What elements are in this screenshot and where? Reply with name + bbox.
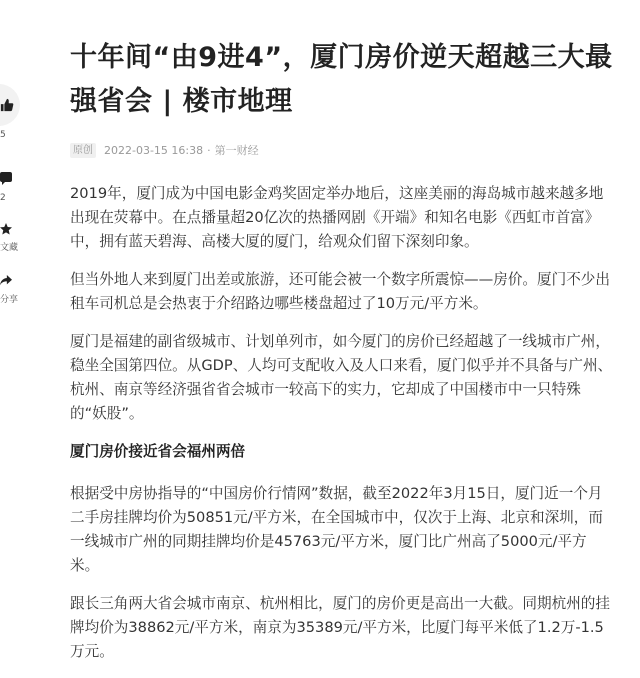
comment-count: 2 <box>0 193 6 203</box>
thumbs-up-icon <box>0 98 14 112</box>
publish-datetime: 2022-03-15 16:38 <box>104 143 204 157</box>
paragraph: 2019年，厦门成为中国电影金鸡奖固定举办地后，这座美丽的海岛城市越来越多地出现在荧幕中。在点播量超20亿次的热播网剧《开端》和知名电影《西虹市首富》中，拥有蓝天碧海、高楼大厦的厦门，给观众们留下深刻印象。 <box>70 185 604 250</box>
favorite-label: 文藏 <box>0 243 19 253</box>
section-heading: 厦门房价接近省会福州两倍 <box>70 443 246 460</box>
article-source[interactable]: 第一财经 <box>214 144 259 157</box>
star-icon[interactable] <box>0 222 12 236</box>
paragraph: 跟长三角两大省会城市南京、杭州相比，厦门的房价更是高出一大截。同期杭州的挂牌均价为38862元/平方米，南京为35389元/平方米，比厦门每平米低了1.2万-1.5万元。 <box>70 595 610 660</box>
share-icon[interactable] <box>0 274 12 288</box>
article-meta <box>70 142 615 158</box>
share-label: 分享 <box>0 295 19 305</box>
paragraph: 厦门是福建的副省级城市、计划单列市，如今厦门的房价已经超越了一线城市广州，稳坐全国第四位。从GDP、人均可支配收入及人口来看，厦门似乎并不具备与广州、杭州、南京等经济强省省会城市一较高下的实力，它却成了中国楼市中一只特殊的“妖股”。 <box>70 333 613 422</box>
comment-icon[interactable] <box>0 172 12 186</box>
like-count: 5 <box>0 130 6 140</box>
article-title: 十年间“由9进4”，厦门房价逆天超越三大最强省会 | 楼市地理 <box>70 42 613 117</box>
paragraph: 但当外地人来到厦门出差或旅游，还可能会被一个数字所震惊——房价。厦门不少出租车司机总是会热衷于介绍路边哪些楼盘超过了10万元/平方米。 <box>70 271 610 312</box>
meta-separator: · <box>207 143 211 157</box>
original-tag: 原创 <box>70 143 96 158</box>
article <box>70 36 615 678</box>
like-button[interactable] <box>0 84 20 126</box>
article-body <box>70 182 615 664</box>
paragraph: 根据受中房协指导的“中国房价行情网”数据，截至2022年3月15日，厦门近一个月二手房挂牌均价为50851元/平方米，在全国城市中，仅次于上海、北京和深圳，而一线城市广州的同期挂牌均价是45763元/平方米，厦门比广州高了5000元/平方米。 <box>70 485 603 574</box>
